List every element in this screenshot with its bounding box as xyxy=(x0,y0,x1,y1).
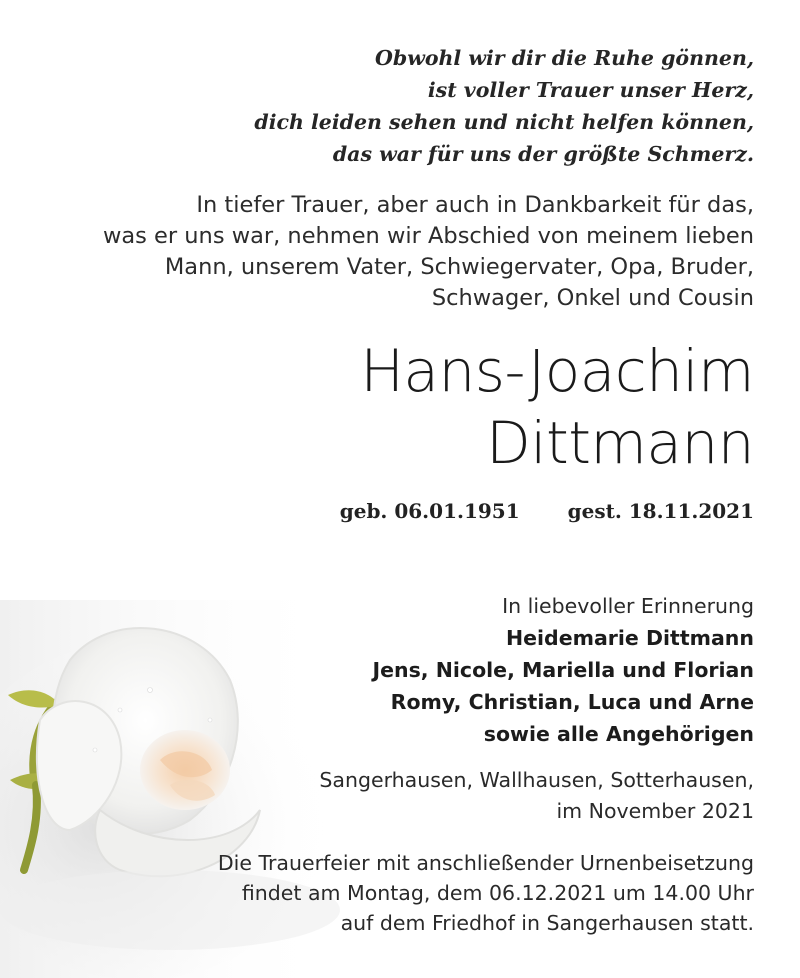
poem-line: Obwohl wir dir die Ruhe gönnen, xyxy=(375,46,754,70)
poem-line: dich leiden sehen und nicht helfen können, xyxy=(254,110,754,134)
place-line: Sangerhausen, Wallhausen, Sotterhausen, xyxy=(319,768,754,792)
place-line: im November 2021 xyxy=(556,799,754,823)
funeral-info xyxy=(94,848,754,938)
deceased-name xyxy=(14,335,754,479)
intro-line: Schwager, Onkel und Cousin xyxy=(431,285,754,311)
deceased-first-name: Hans-Joachim xyxy=(360,337,754,405)
place-date xyxy=(154,765,754,827)
remembrance xyxy=(154,590,754,750)
mourner-name: Romy, Christian, Luca und Arne xyxy=(390,690,754,714)
funeral-line: Die Trauerfeier mit anschließender Urnenbeisetzung xyxy=(217,851,754,875)
mourner-name: sowie alle Angehörigen xyxy=(483,722,754,746)
poem-line: das war für uns der größte Schmerz. xyxy=(332,142,754,166)
death-date: gest. 18.11.2021 xyxy=(567,499,754,523)
funeral-line: auf dem Friedhof in Sangerhausen statt. xyxy=(340,911,754,935)
life-dates xyxy=(14,496,754,526)
poem-line: ist voller Trauer unser Herz, xyxy=(427,78,754,102)
funeral-line: findet am Montag, dem 06.12.2021 um 14.00 Uhr xyxy=(241,881,754,905)
intro-line: Mann, unserem Vater, Schwiegervater, Opa, Bruder, xyxy=(164,254,754,280)
intro-line: In tiefer Trauer, aber auch in Dankbarkeit für das, xyxy=(196,192,754,218)
deceased-last-name: Dittmann xyxy=(486,409,754,477)
mourner-name: Jens, Nicole, Mariella und Florian xyxy=(372,658,754,682)
poem xyxy=(54,42,754,170)
mourner-name: Heidemarie Dittmann xyxy=(505,626,754,650)
remembrance-heading: In liebevoller Erinnerung xyxy=(502,594,754,618)
intro-line: was er uns war, nehmen wir Abschied von meinem lieben xyxy=(102,223,754,249)
birth-date: geb. 06.01.1951 xyxy=(339,499,520,523)
intro-text xyxy=(14,190,754,314)
